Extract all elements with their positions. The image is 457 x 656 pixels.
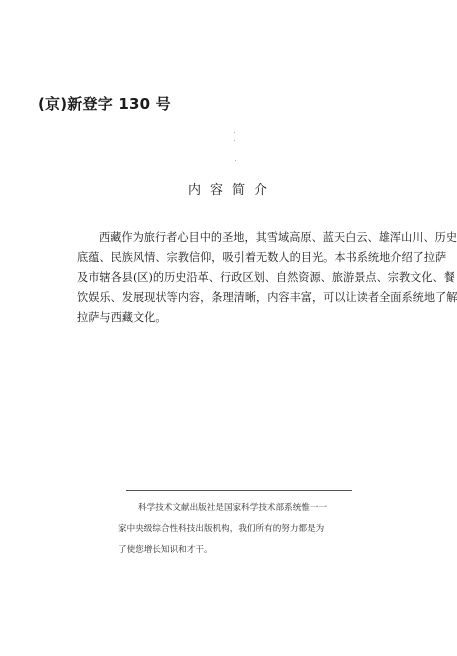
scan-speck	[235, 160, 236, 161]
summary-line: 西藏作为旅行者心目中的圣地，其雪域高原、蓝天白云、雄浑山川、历史	[99, 231, 457, 244]
summary-paragraph	[77, 228, 457, 328]
scan-speck	[234, 140, 235, 141]
section-title: 内容简介	[187, 183, 276, 198]
footer-divider	[126, 490, 352, 491]
registration-number: (京)新登字 130 号	[38, 95, 171, 113]
publisher-note-line: 了使您增长知识和才干。	[118, 545, 213, 555]
publisher-note-line: 家中央级综合性科技出版机构，我们所有的努力都是为	[118, 524, 325, 534]
summary-line: 拉萨与西藏文化。	[77, 311, 167, 324]
summary-line: 及市辖各县(区)的历史沿革、行政区划、自然资源、旅游景点、宗教文化、餐	[77, 271, 455, 284]
scan-speck	[234, 132, 235, 133]
publisher-note-line: 科学技术文献出版社是国家科学技术部系统惟一一	[138, 503, 328, 513]
summary-line: 饮娱乐、发展现状等内容，条理清晰，内容丰富，可以让读者全面系统地了解	[77, 291, 457, 304]
summary-line: 底蕴、民族风情、宗教信仰，吸引着无数人的目光。本书系统地介绍了拉萨	[77, 251, 447, 264]
publisher-note	[118, 498, 378, 561]
